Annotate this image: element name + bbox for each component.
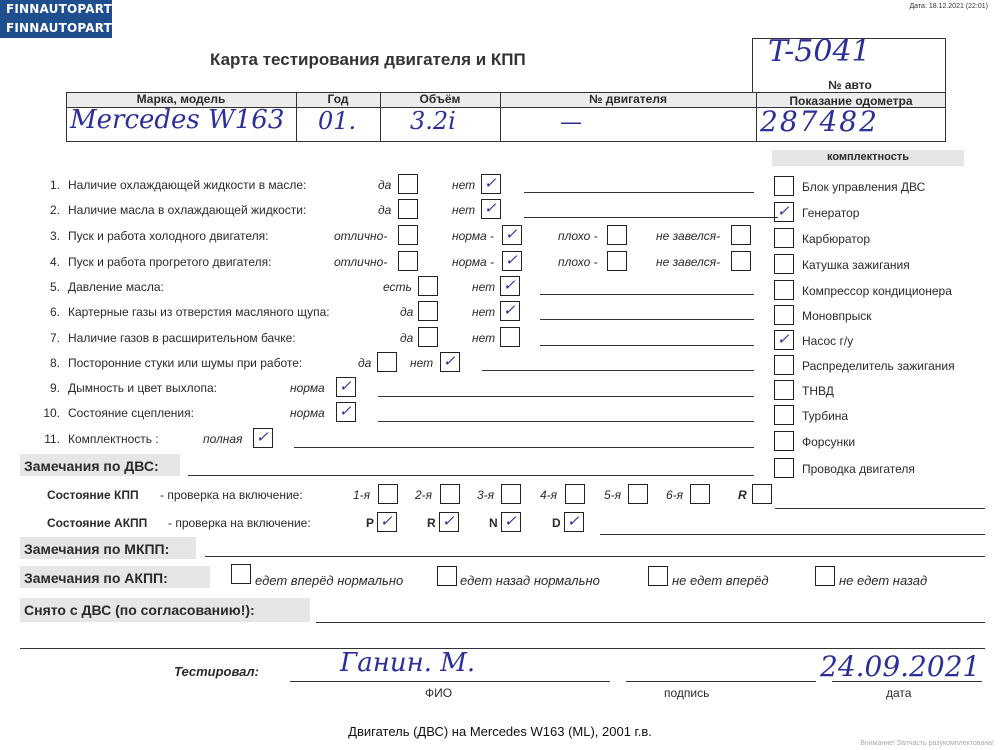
check-mark-icon: ✓ — [484, 200, 497, 217]
option-label: нет — [472, 331, 496, 345]
option-label: норма - — [452, 229, 495, 243]
check-mark-icon: ✓ — [443, 353, 456, 370]
question-text: Дымность и цвет выхлопа: — [68, 381, 217, 395]
check-mark-icon: ✓ — [503, 302, 516, 319]
option-label: да — [378, 203, 392, 217]
volume-value: 3.2i — [410, 107, 456, 135]
option-label: отлично- — [334, 255, 388, 269]
gear-label: P — [366, 516, 375, 530]
question-number: 10. — [43, 406, 60, 420]
option-label: нет — [472, 305, 496, 319]
col-header-engine-no: № двигателя — [589, 92, 667, 106]
option-label: отлично- — [334, 229, 388, 243]
check-mark-icon: ✓ — [567, 513, 580, 530]
question-text: Давление масла: — [68, 280, 164, 294]
question-text: Пуск и работа холодного двигателя: — [68, 229, 269, 243]
akpp-label: Состояние АКПП — [47, 516, 148, 530]
completeness-label: Генератор — [802, 206, 860, 220]
gear-checkbox[interactable] — [752, 484, 772, 504]
question-number: 2. — [49, 203, 60, 217]
completeness-checkbox[interactable] — [774, 280, 794, 300]
answer-line — [540, 294, 754, 295]
answer-no-checkbox[interactable] — [481, 199, 501, 219]
completeness-label: Турбина — [802, 409, 849, 423]
completeness-title: комплектность — [826, 151, 910, 163]
gear-label: 5-я — [604, 488, 622, 502]
question-number: 5. — [49, 280, 60, 294]
option-label: да — [400, 305, 414, 319]
question-text: Наличие газов в расширительном бачке: — [68, 331, 296, 345]
signature-line — [626, 681, 816, 682]
answer-yes-checkbox[interactable] — [418, 327, 438, 347]
answer-line — [524, 192, 754, 193]
watermark: Внимание! Запчасть разукомплектована! — [860, 740, 994, 747]
option-label: плохо - — [558, 229, 598, 243]
gear-label: N — [489, 516, 498, 530]
answer-line — [540, 319, 754, 320]
gear-label: 6-я — [666, 488, 684, 502]
akpp-no-back-checkbox[interactable] — [815, 566, 835, 586]
completeness-label: ТНВД — [802, 384, 834, 398]
answer-no-checkbox[interactable] — [500, 276, 520, 296]
gear-checkbox[interactable] — [439, 512, 459, 532]
answer-no-start-checkbox[interactable] — [731, 251, 751, 271]
question-text: Состояние сцепления: — [68, 406, 194, 420]
removed-label: Снято с ДВС (по согласованию!): — [24, 602, 255, 618]
question-number: 6. — [49, 305, 60, 319]
check-mark-icon: ✓ — [505, 226, 518, 243]
completeness-checkbox[interactable] — [774, 254, 794, 274]
answer-bad-checkbox[interactable] — [607, 251, 627, 271]
check-mark-icon: ✓ — [339, 378, 352, 395]
photo-caption: Двигатель (ДВС) на Mercedes W163 (ML), 2001 г.в. — [348, 724, 652, 739]
check-mark-icon: ✓ — [339, 403, 352, 420]
answer-excellent-checkbox[interactable] — [398, 225, 418, 245]
option-label: нет — [452, 178, 476, 192]
answer-line — [524, 217, 778, 218]
answer-no-checkbox[interactable] — [481, 174, 501, 194]
question-number: 3. — [49, 229, 60, 243]
answer-no-checkbox[interactable] — [500, 301, 520, 321]
option-label: нет — [410, 356, 434, 370]
option-label: норма — [290, 381, 325, 395]
answer-no-start-checkbox[interactable] — [731, 225, 751, 245]
brand-logo: FINNAUTOPARTS — [0, 0, 112, 19]
engine-remarks-label: Замечания по ДВС: — [24, 458, 159, 474]
answer-yes-checkbox[interactable] — [398, 174, 418, 194]
check-mark-icon: ✓ — [380, 513, 393, 530]
brand-logo: FINNAUTOPARTS — [0, 19, 112, 38]
question-text: Картерные газы из отверстия масляного щупа: — [68, 305, 330, 319]
akpp-option-label: едет назад нормально — [460, 573, 600, 588]
page-title: Карта тестирования двигателя и КПП — [210, 50, 526, 69]
remarks-line — [188, 475, 754, 476]
answer-yes-checkbox[interactable] — [377, 352, 397, 372]
gear-label: R — [427, 516, 436, 530]
completeness-checkbox[interactable] — [774, 431, 794, 451]
auto-number-value: T-5041 — [768, 34, 871, 69]
gear-checkbox[interactable] — [564, 512, 584, 532]
answer-yes-checkbox[interactable] — [418, 276, 438, 296]
completeness-label: Проводка двигателя — [802, 462, 915, 476]
answer-yes-checkbox[interactable] — [418, 301, 438, 321]
answer-bad-checkbox[interactable] — [607, 225, 627, 245]
question-text: Наличие охлаждающей жидкости в масле: — [68, 178, 307, 192]
sign-caption: подпись — [664, 686, 710, 700]
option-label: есть — [383, 280, 412, 294]
gear-checkbox[interactable] — [501, 512, 521, 532]
gear-checkbox[interactable] — [377, 512, 397, 532]
answer-normal-checkbox[interactable] — [502, 225, 522, 245]
question-number: 9. — [49, 381, 60, 395]
col-header-volume: Объём — [419, 92, 461, 106]
answer-excellent-checkbox[interactable] — [398, 251, 418, 271]
question-number: 7. — [49, 331, 60, 345]
signature-line — [290, 681, 610, 682]
akpp-option-label: не едет назад — [839, 573, 928, 588]
col-header-year: Год — [327, 92, 349, 106]
akpp-no-forward-checkbox[interactable] — [648, 566, 668, 586]
gear-checkbox[interactable] — [440, 484, 460, 504]
completeness-label: Карбюратор — [802, 232, 871, 246]
check-mark-icon: ✓ — [484, 175, 497, 192]
completeness-checkbox[interactable] — [774, 305, 794, 325]
year-value: 01. — [318, 107, 357, 135]
col-header-model: Марка, модель — [136, 92, 226, 106]
option-label: не завелся- — [656, 255, 721, 269]
question-text: Комплектность : — [68, 432, 159, 446]
akpp-desc: - проверка на включение: — [168, 516, 311, 530]
option-label: нет — [472, 280, 496, 294]
auto-number-label: № авто — [828, 78, 872, 92]
answer-normal-checkbox[interactable] — [502, 251, 522, 271]
tester-name: Ганин. М. — [340, 648, 476, 678]
check-mark-icon: ✓ — [256, 429, 269, 446]
akpp-option-label: не едет вперёд — [672, 573, 769, 588]
kpp-label: Состояние КПП — [47, 488, 139, 502]
answer-line — [540, 345, 754, 346]
remarks-line — [20, 648, 985, 649]
check-mark-icon: ✓ — [504, 513, 517, 530]
question-number: 11. — [44, 432, 60, 446]
option-label: да — [400, 331, 414, 345]
completeness-checkbox[interactable] — [774, 405, 794, 425]
completeness-label: Блок управления ДВС — [802, 180, 926, 194]
signature-line — [832, 681, 982, 682]
date-stamp: Дата: 18.12.2021 (22:01) — [909, 3, 988, 10]
completeness-checkbox[interactable] — [774, 176, 794, 196]
completeness-label: Распределитель зажигания — [802, 359, 955, 373]
answer-line — [775, 508, 985, 509]
option-label: да — [358, 356, 372, 370]
engine-no-value: — — [560, 110, 582, 135]
gear-checkbox[interactable] — [378, 484, 398, 504]
gear-label: 3-я — [477, 488, 495, 502]
check-mark-icon: ✓ — [777, 203, 790, 220]
gear-label: 2-я — [415, 488, 433, 502]
mkpp-remarks-label: Замечания по МКПП: — [24, 541, 170, 557]
gear-label: 1-я — [353, 488, 371, 502]
check-mark-icon: ✓ — [505, 252, 518, 269]
check-mark-icon: ✓ — [442, 513, 455, 530]
gear-checkbox[interactable] — [565, 484, 585, 504]
answer-normal-checkbox[interactable] — [336, 402, 356, 422]
answer-no-checkbox[interactable] — [500, 327, 520, 347]
question-text: Наличие масла в охлаждающей жидкости: — [68, 203, 307, 217]
gear-label: 4-я — [540, 488, 558, 502]
gear-checkbox[interactable] — [628, 484, 648, 504]
completeness-checkbox[interactable] — [774, 228, 794, 248]
gear-label: D — [552, 516, 561, 530]
completeness-checkbox[interactable] — [774, 355, 794, 375]
option-label: плохо - — [558, 255, 598, 269]
completeness-label: Компрессор кондиционера — [802, 284, 952, 298]
answer-line — [378, 396, 754, 397]
gear-checkbox[interactable] — [501, 484, 521, 504]
question-text: Пуск и работа прогретого двигателя: — [68, 255, 272, 269]
completeness-label: Насос г/у — [802, 334, 854, 348]
question-text: Посторонние стуки или шумы при работе: — [68, 356, 303, 370]
gear-label: R — [738, 488, 747, 502]
date-caption: дата — [886, 686, 912, 700]
completeness-label: Моновпрыск — [802, 309, 872, 323]
option-label: полная — [203, 432, 243, 446]
option-label: да — [378, 178, 392, 192]
question-number: 8. — [49, 356, 60, 370]
model-value: Mercedes W163 — [70, 105, 285, 135]
fio-caption: ФИО — [425, 686, 453, 700]
remarks-line — [316, 622, 985, 623]
remarks-line — [205, 556, 985, 557]
kpp-desc: - проверка на включение: — [160, 488, 303, 502]
col-header-odometer: Показание одометра — [789, 94, 913, 108]
completeness-label: Форсунки — [802, 435, 856, 449]
akpp-option-label: едет вперёд нормально — [255, 573, 404, 588]
akpp-remarks-label: Замечания по АКПП: — [24, 570, 168, 586]
completeness-checkbox[interactable] — [774, 458, 794, 478]
completeness-label: Катушка зажигания — [802, 258, 910, 272]
akpp-forward-ok-checkbox[interactable] — [231, 564, 251, 584]
answer-yes-checkbox[interactable] — [398, 199, 418, 219]
akpp-back-ok-checkbox[interactable] — [437, 566, 457, 586]
test-date: 24.09.2021 — [820, 650, 981, 683]
odometer-value: 287482 — [760, 105, 879, 138]
answer-line — [600, 534, 985, 535]
answer-no-checkbox[interactable] — [440, 352, 460, 372]
completeness-checkbox[interactable] — [774, 380, 794, 400]
question-number: 1. — [49, 178, 60, 192]
tested-label: Тестировал: — [174, 664, 259, 679]
answer-normal-checkbox[interactable] — [336, 377, 356, 397]
option-label: норма — [290, 406, 325, 420]
option-label: норма - — [452, 255, 495, 269]
question-number: 4. — [49, 255, 60, 269]
answer-line — [294, 447, 754, 448]
option-label: не завелся- — [656, 229, 721, 243]
check-mark-icon: ✓ — [503, 277, 516, 294]
gear-checkbox[interactable] — [690, 484, 710, 504]
answer-line — [482, 370, 754, 371]
option-label: нет — [452, 203, 476, 217]
answer-line — [378, 421, 754, 422]
check-mark-icon: ✓ — [777, 331, 790, 348]
answer-full-checkbox[interactable] — [253, 428, 273, 448]
completeness-checkbox[interactable] — [774, 202, 794, 222]
completeness-checkbox[interactable] — [774, 330, 794, 350]
